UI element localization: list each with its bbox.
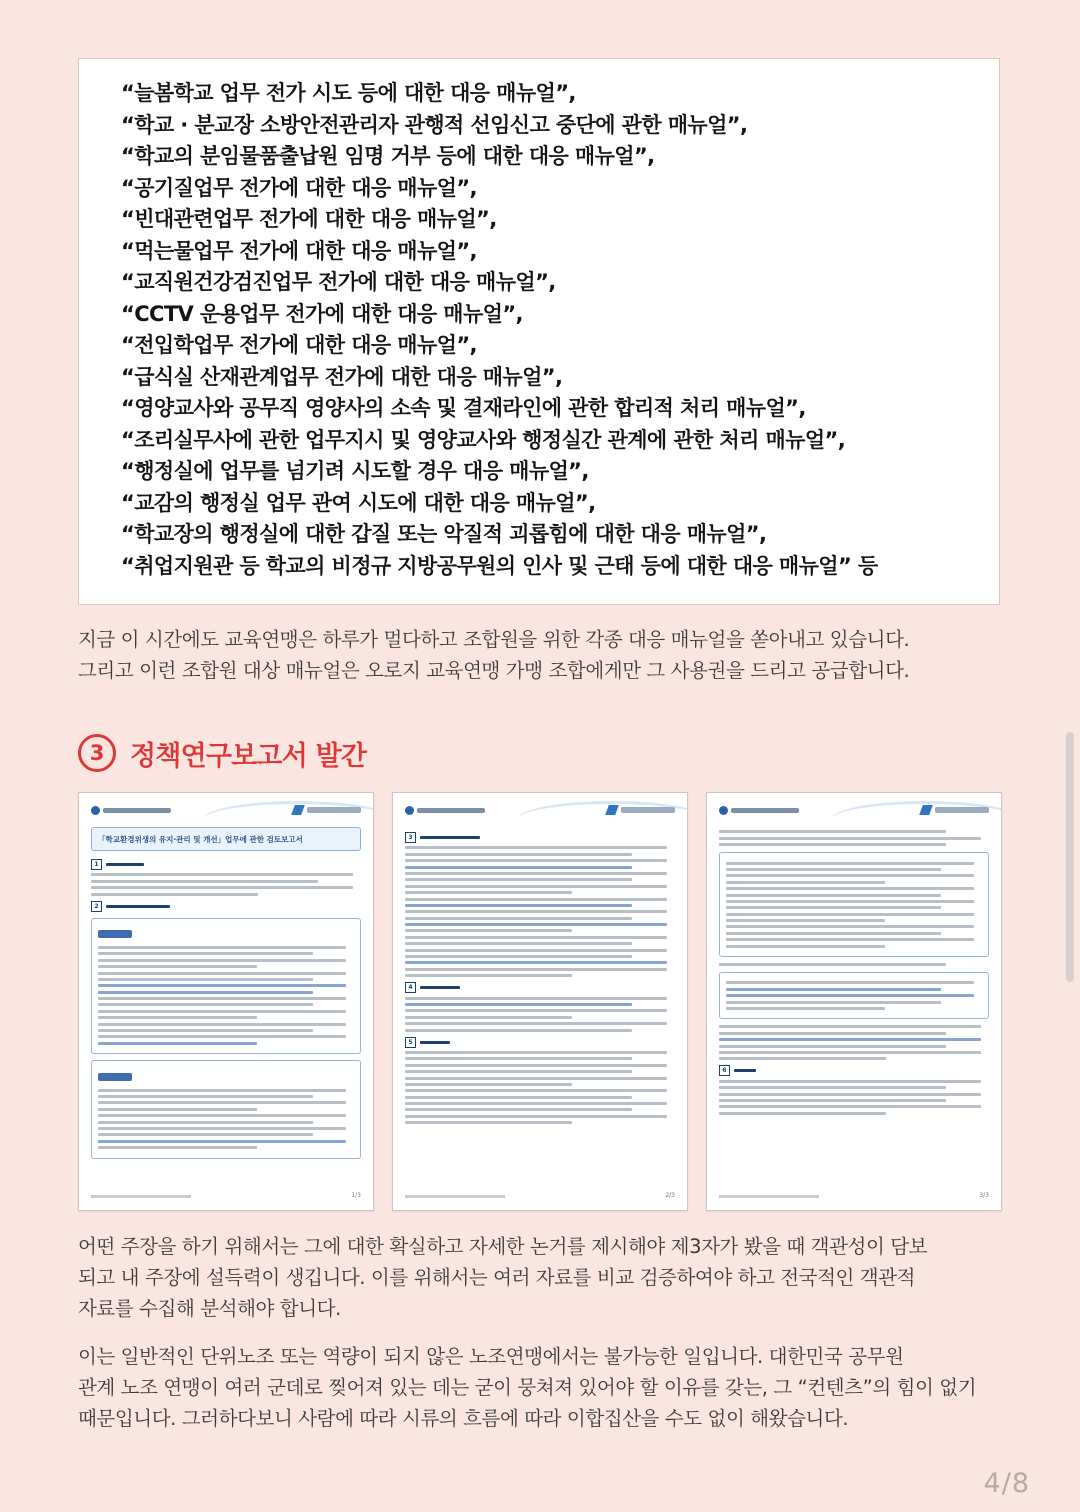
report-law-box (91, 918, 361, 1055)
federation-logo (607, 805, 677, 815)
argument-paragraph (78, 1231, 1008, 1324)
manual-item: “교직원건강검진업무 전가에 대한 대응 매뉴얼”, (121, 270, 556, 294)
report-header (91, 803, 363, 821)
report-preview-page-3 (706, 792, 1002, 1211)
paragraph-line: 자료를 수집해 분석해야 합니다. (78, 1297, 341, 1320)
paragraph-line: 되고 내 주장에 설득력이 생깁니다. 이를 위해서는 여러 자료를 비교 검증하여야 하고 전국적인 객관적 (78, 1266, 916, 1289)
manual-item: “급식실 산재관계업무 전가에 대한 대응 매뉴얼”, (121, 364, 563, 389)
report-header (719, 803, 991, 821)
federation-logo (293, 805, 363, 815)
manual-item: “전입학업무 전가에 대한 대응 매뉴얼”, (121, 333, 477, 357)
paragraph-line: 때문입니다. 그러하다보니 사람에 따라 시류의 흐름에 따라 이합집산을 수도 없이 해왔습니다. (78, 1407, 849, 1430)
section-title: 정책연구보고서 발간 (130, 740, 367, 772)
report-section-heading: 2 (91, 901, 361, 912)
report-section-heading: 3 (405, 832, 675, 843)
paragraph-line: 관계 노조 연맹이 여러 군데로 찢어져 있는 데는 굳이 뭉쳐져 있어야 할 이유를 갖는, 그 “컨텐츠”의 힘이 없기 (78, 1376, 977, 1399)
manual-item: “취업지원관 등 학교의 비정규 지방공무원의 인사 및 근태 등에 대한 대응 매뉴얼” 등 (121, 553, 878, 578)
union-logo (405, 807, 491, 814)
section-number-badge: 3 (78, 734, 116, 772)
federation-logo (921, 805, 991, 815)
report-body (91, 827, 361, 1184)
union-logo (91, 807, 177, 814)
report-section-heading: 6 (719, 1065, 989, 1076)
report-section-heading: 1 (91, 859, 361, 870)
report-law-box (719, 852, 989, 957)
manual-item: “영양교사와 공무직 영양사의 소속 및 결재라인에 관한 합리적 처리 매뉴얼”, (121, 396, 806, 420)
report-footer: 3/3 (719, 1195, 989, 1201)
page-indicator: 4/8 (983, 1468, 1030, 1499)
report-preview-page-2 (392, 792, 688, 1211)
report-section-heading: 4 (405, 982, 675, 993)
report-section-heading: 5 (405, 1037, 675, 1048)
report-preview-page-1 (78, 792, 374, 1211)
report-footer: 2/3 (405, 1195, 675, 1201)
conclusion-paragraph (78, 1341, 1008, 1434)
manual-item: “조리실무사에 관한 업무지시 및 영양교사와 행정실간 관계에 관한 처리 매뉴얼”, (121, 427, 846, 452)
manual-item: “먹는물업무 전가에 대한 대응 매뉴얼”, (121, 238, 477, 263)
manual-item: “교감의 행정실 업무 관여 시도에 대한 대응 매뉴얼”, (121, 490, 596, 515)
report-law-box (719, 972, 989, 1019)
intro-paragraph (78, 624, 1008, 686)
report-body (719, 827, 989, 1184)
manual-item: “CCTV 운용업무 전가에 대한 대응 매뉴얼”, (121, 301, 523, 326)
section-heading (78, 730, 366, 776)
report-title-banner: 「학교환경위생의 유지·관리 및 개선」업무에 관한 검토보고서 (91, 827, 361, 851)
scrollbar-thumb[interactable] (1066, 732, 1074, 982)
report-footer: 1/3 (91, 1195, 361, 1201)
union-logo (719, 807, 805, 814)
manual-item: “공기질업무 전가에 대한 대응 매뉴얼”, (121, 175, 477, 200)
intro-line: 그리고 이런 조합원 대상 매뉴얼은 오로지 교육연맹 가맹 조합에게만 그 사용권을 드리고 공급합니다. (78, 659, 910, 682)
report-header (405, 803, 677, 821)
manual-item: “행정실에 업무를 넘기려 시도할 경우 대응 매뉴얼”, (121, 459, 589, 483)
manual-item: “학교장의 행정실에 대한 갑질 또는 악질적 괴롭힘에 대한 대응 매뉴얼”, (121, 522, 767, 546)
paragraph-line: 어떤 주장을 하기 위해서는 그에 대한 확실하고 자세한 논거를 제시해야 제3자가 봤을 때 객관성이 담보 (78, 1235, 928, 1258)
report-law-box (91, 1060, 361, 1158)
manual-item: “학교의 분임물품출납원 임명 거부 등에 대한 대응 매뉴얼”, (121, 144, 655, 168)
paragraph-line: 이는 일반적인 단위노조 또는 역량이 되지 않은 노조연맹에서는 불가능한 일입니다. 대한민국 공무원 (78, 1345, 904, 1368)
manual-item: “늘봄학교 업무 전가 시도 등에 대한 대응 매뉴얼”, (121, 81, 576, 105)
manual-item: “학교 · 분교장 소방안전관리자 관행적 선임신고 중단에 관한 매뉴얼”, (121, 112, 748, 137)
report-body (405, 827, 675, 1184)
manual-item: “빈대관련업무 전가에 대한 대응 매뉴얼”, (121, 207, 497, 231)
intro-line: 지금 이 시간에도 교육연맹은 하루가 멀다하고 조합원을 위한 각종 대응 매뉴얼을 쏟아내고 있습니다. (78, 628, 910, 651)
manual-list-box (78, 58, 1000, 605)
